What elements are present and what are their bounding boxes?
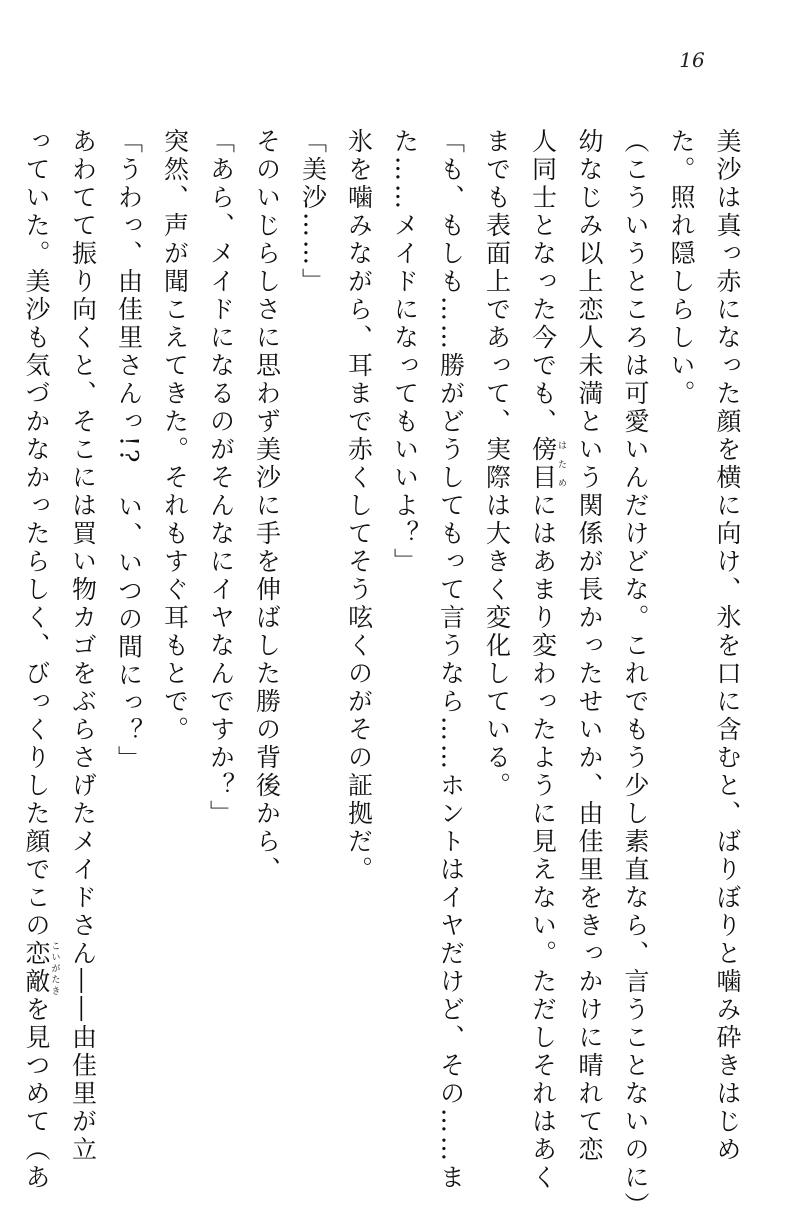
text-line-11: そのいじらしさに思わず美沙に手を伸ばした勝の背後から、: [252, 128, 282, 884]
text-line-12: 「あら、メイドになるのがそんなにイヤなんですか？」: [206, 128, 236, 828]
ruby-koigataki-reading: こいがたき: [49, 940, 60, 996]
text-line-2: た。照れ隠しらしい。: [667, 128, 696, 408]
text-line-13: 突然、声が聞こえてきた。それもすぐ耳もとで。: [160, 128, 190, 744]
text-line-4: 幼なじみ以上恋人未満という関係が長かったせいか、由佳里をきっかけに晴れて恋: [575, 128, 604, 1164]
ruby-hatame: 傍目はため: [528, 436, 566, 492]
text-line-15-with-ruby: あわてて振り向くと、そこには買い物カゴをぶらさげたメイドさん――由佳里が立: [68, 128, 98, 1164]
vertical-text-block: [13, 128, 750, 1220]
text-line-5-with-ruby: 人同士となった今でも、傍目はためにはあまり変わったように見えない。ただしそれはあく: [528, 128, 566, 1192]
ruby-hatame-reading: はため: [556, 436, 566, 492]
text-line-15: [60, 128, 106, 1164]
text-line-6: までも表面上であって、実際は大きく変化している。: [482, 128, 512, 800]
text-line-14: 「うわっ、由佳里さんっ!? い、いつの間にっ？」: [114, 128, 144, 774]
ruby-koigataki: 恋敵こいがたき: [22, 940, 60, 996]
text-line-16: っていた。美沙も気づかなかったらしく、びっくりした顔でこの恋敵こいがたきを見つめて（あ: [22, 128, 60, 1192]
text-line-5: [520, 128, 567, 1192]
text-line-8: た……メイドになってもいいよ？」: [390, 128, 420, 576]
text-line-7: 「も、もしも……勝がどうしてもって言うなら……ホントはイヤだけど、その……ま: [436, 128, 466, 1192]
text-line-9: 氷を噛みながら、耳まで赤くしてそう呟くのがその証拠だ。: [344, 128, 374, 884]
text-line-3: （こういうところは可愛いんだけどな。これでもう少し素直なら、言うことないのに）: [621, 128, 650, 1220]
text-line-10: 「美沙……」: [298, 128, 328, 296]
text-line-1: 美沙は真っ赤になった顔を横に向け、氷を口に含むと、ばりぼりと噛み砕きはじめ: [713, 128, 742, 1164]
page-number: 16: [679, 48, 705, 72]
